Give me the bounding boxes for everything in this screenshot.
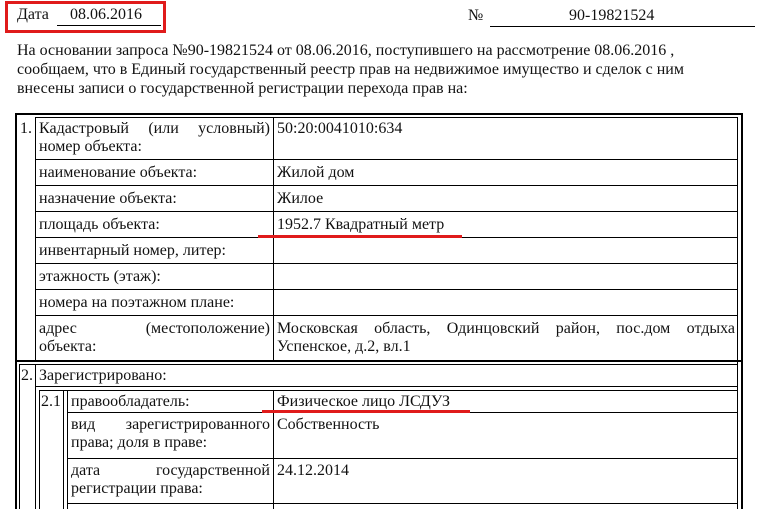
right-holder-value: Физическое лицо ЛСДУЗ bbox=[277, 393, 451, 410]
row-label: адрес (местоположение) bbox=[39, 320, 270, 337]
intro-paragraph bbox=[17, 41, 757, 98]
address-value: Московская область, Одинцовский район, пос.дом отдыха bbox=[277, 320, 735, 337]
object-name-value: Жилой дом bbox=[277, 164, 355, 181]
section-number: 1. bbox=[20, 120, 32, 137]
row-label: права; доля в праве: bbox=[71, 434, 208, 451]
number-value: 90-19821524 bbox=[569, 7, 655, 24]
date-underline bbox=[57, 25, 161, 26]
number-underline bbox=[490, 26, 755, 27]
object-area-value: 1952.7 Квадратный метр bbox=[277, 216, 445, 233]
area-red-underline bbox=[258, 235, 462, 238]
row-label: объекта: bbox=[39, 338, 97, 355]
row-label: Кадастровый (или условный) bbox=[39, 120, 270, 137]
row-label: наименование объекта: bbox=[39, 164, 198, 181]
object-purpose-value: Жилое bbox=[277, 190, 324, 207]
row-label: этажность (этаж): bbox=[39, 268, 161, 285]
row-label: дата государственной bbox=[71, 462, 270, 479]
row-label: вид зарегистрированного bbox=[71, 416, 270, 433]
intro-line: На основании запроса №90-19821524 от 08.06.2016, поступившего на рассмотрение 08.06.2016 , bbox=[17, 42, 675, 59]
right-holder-red-underline bbox=[262, 410, 470, 413]
row-label: номер объекта: bbox=[39, 138, 142, 155]
row-label: номера на поэтажном плане: bbox=[39, 294, 235, 311]
registration-date-value: 24.12.2014 bbox=[277, 462, 349, 479]
number-label: № bbox=[468, 7, 484, 24]
row-label: инвентарный номер, литер: bbox=[39, 242, 226, 259]
row-label: правообладатель: bbox=[71, 393, 190, 410]
row-label: площадь объекта: bbox=[39, 216, 160, 233]
date-label: Дата bbox=[17, 6, 49, 23]
subsection-number: 2.1 bbox=[41, 393, 61, 410]
cadastral-number-value: 50:20:0041010:634 bbox=[277, 120, 403, 137]
intro-line: внесены записи о государственной регистрации перехода прав на: bbox=[17, 80, 468, 97]
row-label: назначение объекта: bbox=[39, 190, 177, 207]
address-value: Успенское, д.2, вл.1 bbox=[277, 338, 411, 355]
intro-line: сообщаем, что в Единый государственный реестр прав на недвижимое имущество и сделок с ним bbox=[17, 61, 684, 78]
section-number: 2. bbox=[21, 367, 33, 384]
row-label: регистрации права: bbox=[71, 480, 203, 497]
section-title: Зарегистрировано: bbox=[39, 367, 167, 384]
right-type-value: Собственность bbox=[277, 416, 380, 433]
date-value: 08.06.2016 bbox=[70, 6, 142, 23]
